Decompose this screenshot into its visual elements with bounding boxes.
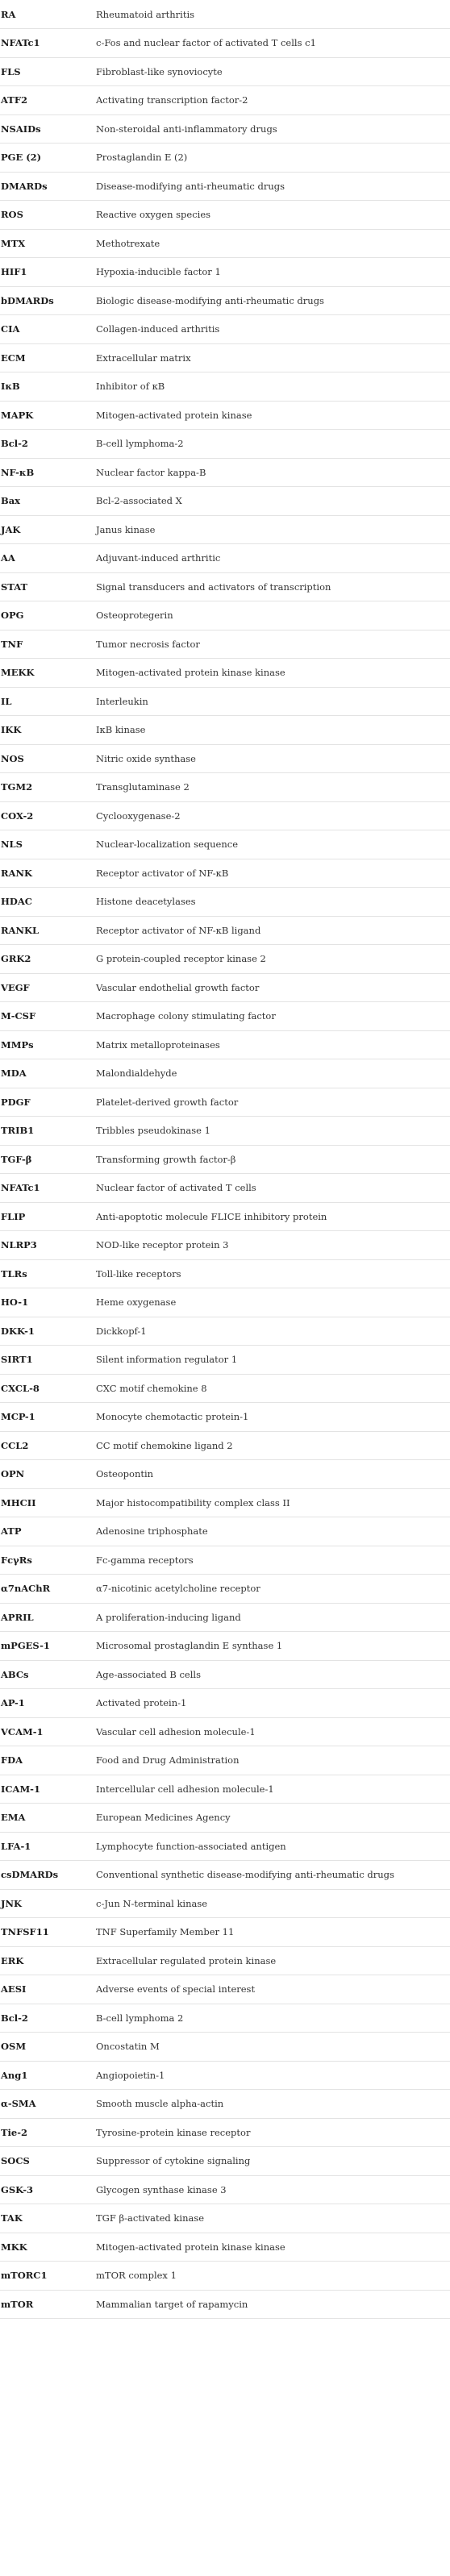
abbreviation-definition: Suppressor of cytokine signaling (95, 2147, 450, 2176)
table-row (0, 2233, 450, 2262)
table-row (0, 258, 450, 287)
abbreviation-definition: Tumor necrosis factor (95, 630, 450, 659)
table-row (0, 716, 450, 745)
abbreviation-term: Ang1 (0, 2061, 95, 2090)
abbreviation-definition: Angiopoietin-1 (95, 2061, 450, 2090)
abbreviation-definition: Disease-modifying anti-rheumatic drugs (95, 172, 450, 201)
abbreviation-definition: Osteopontin (95, 1460, 450, 1489)
abbreviation-term: DKK-1 (0, 1317, 95, 1346)
abbreviation-definition: Extracellular regulated protein kinase (95, 1946, 450, 1975)
abbreviation-term: TNF (0, 630, 95, 659)
table-row (0, 1775, 450, 1804)
abbreviation-term: OPG (0, 601, 95, 630)
abbreviation-definition: Toll-like receptors (95, 1259, 450, 1288)
abbreviation-term: Bax (0, 487, 95, 516)
table-row (0, 1088, 450, 1117)
abbreviation-definition: Adjuvant-induced arthritic (95, 544, 450, 573)
table-row (0, 659, 450, 688)
abbreviation-term: TAK (0, 2204, 95, 2233)
abbreviation-term: TGF-β (0, 1145, 95, 1174)
table-row (0, 114, 450, 144)
abbreviation-term: NOS (0, 744, 95, 773)
abbreviation-term: VCAM-1 (0, 1717, 95, 1746)
table-row (0, 1374, 450, 1403)
abbreviation-term: ECM (0, 343, 95, 372)
abbreviation-definition: Non-steroidal anti-inflammatory drugs (95, 114, 450, 144)
table-row (0, 1202, 450, 1231)
abbreviation-definition: Food and Drug Administration (95, 1746, 450, 1775)
table-row (0, 1117, 450, 1146)
abbreviation-term: OSM (0, 2033, 95, 2062)
table-row (0, 601, 450, 630)
table-row (0, 687, 450, 716)
abbreviation-term: ICAM-1 (0, 1775, 95, 1804)
abbreviation-term: NLRP3 (0, 1231, 95, 1260)
table-row (0, 1030, 450, 1059)
table-row (0, 1804, 450, 1833)
abbreviation-term: IL (0, 687, 95, 716)
abbreviation-definition: Histone deacetylases (95, 888, 450, 917)
abbreviation-term: MKK (0, 2233, 95, 2262)
abbreviation-definition: CC motif chemokine ligand 2 (95, 1431, 450, 1460)
abbreviation-term: JAK (0, 515, 95, 544)
table-row (0, 86, 450, 115)
abbreviation-term: PDGF (0, 1088, 95, 1117)
abbreviation-term: TLRs (0, 1259, 95, 1288)
abbreviation-definition: Platelet-derived growth factor (95, 1088, 450, 1117)
abbreviation-definition: CXC motif chemokine 8 (95, 1374, 450, 1403)
abbreviation-definition: Glycogen synthase kinase 3 (95, 2175, 450, 2204)
table-row (0, 1946, 450, 1975)
abbreviation-definition: Prostaglandin E (2) (95, 144, 450, 173)
abbreviation-term: Bcl-2 (0, 2004, 95, 2033)
abbreviation-term: MEKK (0, 659, 95, 688)
abbreviation-definition: Receptor activator of NF-κB (95, 859, 450, 888)
abbreviation-term: AESI (0, 1975, 95, 2004)
table-row (0, 1632, 450, 1661)
table-row (0, 401, 450, 430)
table-row (0, 859, 450, 888)
abbreviation-term: OPN (0, 1460, 95, 1489)
abbreviation-definition: Biologic disease-modifying anti-rheumatic drugs (95, 286, 450, 315)
abbreviation-definition: Mitogen-activated protein kinase (95, 401, 450, 430)
abbreviation-definition: Fibroblast-like synoviocyte (95, 57, 450, 86)
abbreviation-definition: Mitogen-activated protein kinase kinase (95, 659, 450, 688)
abbreviation-definition: Cyclooxygenase-2 (95, 801, 450, 830)
abbreviation-term: JNK (0, 1889, 95, 1918)
table-row (0, 773, 450, 802)
abbreviation-term: TRIB1 (0, 1117, 95, 1146)
abbreviation-term: AP-1 (0, 1689, 95, 1718)
abbreviation-term: M-CSF (0, 1002, 95, 1031)
abbreviation-term: csDMARDs (0, 1861, 95, 1890)
table-row (0, 1259, 450, 1288)
table-row (0, 1431, 450, 1460)
abbreviation-term: DMARDs (0, 172, 95, 201)
abbreviation-definition: Signal transducers and activators of transcription (95, 572, 450, 601)
abbreviation-definition: Nitric oxide synthase (95, 744, 450, 773)
table-row (0, 372, 450, 402)
abbreviation-definition: Fc-gamma receptors (95, 1546, 450, 1575)
table-row (0, 0, 450, 29)
abbreviation-definition: Tyrosine-protein kinase receptor (95, 2118, 450, 2147)
table-row (0, 1460, 450, 1489)
abbreviation-term: FDA (0, 1746, 95, 1775)
abbreviation-term: TGM2 (0, 773, 95, 802)
table-row (0, 916, 450, 945)
abbreviation-definition: Activated protein-1 (95, 1689, 450, 1718)
table-row (0, 144, 450, 173)
table-row (0, 2175, 450, 2204)
abbreviation-term: MCP-1 (0, 1403, 95, 1432)
table-row (0, 630, 450, 659)
abbreviation-definition: Adenosine triphosphate (95, 1517, 450, 1546)
abbreviation-term: NFATc1 (0, 1174, 95, 1203)
abbreviation-definition: B-cell lymphoma 2 (95, 2004, 450, 2033)
abbreviation-term: EMA (0, 1804, 95, 1833)
abbreviation-term: HDAC (0, 888, 95, 917)
abbreviation-term: VEGF (0, 973, 95, 1002)
abbreviation-term: IκB (0, 372, 95, 402)
table-row (0, 1145, 450, 1174)
abbreviation-term: HO-1 (0, 1288, 95, 1317)
abbreviation-definition: Bcl-2-associated X (95, 487, 450, 516)
table-row (0, 2118, 450, 2147)
abbreviation-definition: Osteoprotegerin (95, 601, 450, 630)
abbreviation-definition: Activating transcription factor-2 (95, 86, 450, 115)
table-row (0, 1488, 450, 1517)
table-row (0, 1575, 450, 1604)
abbreviation-definition: c-Jun N-terminal kinase (95, 1889, 450, 1918)
abbreviation-term: ATP (0, 1517, 95, 1546)
table-row (0, 458, 450, 487)
table-row (0, 487, 450, 516)
table-row (0, 544, 450, 573)
table-row (0, 1288, 450, 1317)
table-row (0, 1346, 450, 1375)
abbreviation-term: LFA-1 (0, 1832, 95, 1861)
abbreviation-definition: Vascular cell adhesion molecule-1 (95, 1717, 450, 1746)
abbreviation-definition: Anti-apoptotic molecule FLICE inhibitory protein (95, 1202, 450, 1231)
abbreviation-term: HIF1 (0, 258, 95, 287)
abbreviation-term: NSAIDs (0, 114, 95, 144)
abbreviation-definition: NOD-like receptor protein 3 (95, 1231, 450, 1260)
abbreviation-definition: Oncostatin M (95, 2033, 450, 2062)
abbreviation-definition: mTOR complex 1 (95, 2262, 450, 2291)
table-row (0, 801, 450, 830)
abbreviation-definition: Adverse events of special interest (95, 1975, 450, 2004)
abbreviation-term: MAPK (0, 401, 95, 430)
abbreviation-definition: Heme oxygenase (95, 1288, 450, 1317)
abbreviation-definition: Conventional synthetic disease-modifying anti-rheumatic drugs (95, 1861, 450, 1890)
abbreviation-definition: Tribbles pseudokinase 1 (95, 1117, 450, 1146)
table-row (0, 229, 450, 258)
table-row (0, 2204, 450, 2233)
abbreviation-term: ERK (0, 1946, 95, 1975)
abbreviation-term: mTOR (0, 2290, 95, 2319)
abbreviation-definition: Nuclear factor of activated T cells (95, 1174, 450, 1203)
abbreviation-definition: A proliferation-inducing ligand (95, 1603, 450, 1632)
table-row (0, 1317, 450, 1346)
table-row (0, 1403, 450, 1432)
table-row (0, 1660, 450, 1689)
abbreviation-definition: Mitogen-activated protein kinase kinase (95, 2233, 450, 2262)
abbreviation-definition: Vascular endothelial growth factor (95, 973, 450, 1002)
table-row (0, 2262, 450, 2291)
abbreviation-term: MDA (0, 1059, 95, 1088)
abbreviation-term: NFATc1 (0, 29, 95, 58)
abbreviation-term: APRIL (0, 1603, 95, 1632)
table-row (0, 1002, 450, 1031)
abbreviation-term: FLIP (0, 1202, 95, 1231)
abbreviation-term: Tie-2 (0, 2118, 95, 2147)
abbreviation-term: COX-2 (0, 801, 95, 830)
table-row (0, 286, 450, 315)
abbreviation-term: RANKL (0, 916, 95, 945)
table-row (0, 1975, 450, 2004)
table-row (0, 1717, 450, 1746)
table-row (0, 430, 450, 459)
abbreviation-term: CCL2 (0, 1431, 95, 1460)
table-row (0, 1546, 450, 1575)
abbreviation-definition: Major histocompatibility complex class II (95, 1488, 450, 1517)
abbreviation-definition: Microsomal prostaglandin E synthase 1 (95, 1632, 450, 1661)
table-row (0, 2061, 450, 2090)
abbreviation-definition: Janus kinase (95, 515, 450, 544)
table-row (0, 515, 450, 544)
abbreviation-definition: Nuclear factor kappa-B (95, 458, 450, 487)
table-row (0, 2004, 450, 2033)
abbreviation-term: MHCII (0, 1488, 95, 1517)
abbreviation-term: NF-κB (0, 458, 95, 487)
abbreviation-definition: Mammalian target of rapamycin (95, 2290, 450, 2319)
abbreviation-term: TNFSF11 (0, 1918, 95, 1947)
abbreviation-definition: Matrix metalloproteinases (95, 1030, 450, 1059)
abbreviation-term: GRK2 (0, 945, 95, 974)
abbreviation-definition: B-cell lymphoma-2 (95, 430, 450, 459)
abbreviation-term: FcγRs (0, 1546, 95, 1575)
table-row (0, 2290, 450, 2319)
table-row (0, 572, 450, 601)
abbreviation-term: GSK-3 (0, 2175, 95, 2204)
abbreviation-term: PGE (2) (0, 144, 95, 173)
abbreviation-definition: Collagen-induced arthritis (95, 315, 450, 344)
abbreviation-term: CIA (0, 315, 95, 344)
abbreviation-term: Bcl-2 (0, 430, 95, 459)
abbreviation-term: NLS (0, 830, 95, 859)
abbreviation-term: ATF2 (0, 86, 95, 115)
abbreviation-term: α7nAChR (0, 1575, 95, 1604)
abbreviation-definition: Macrophage colony stimulating factor (95, 1002, 450, 1031)
abbreviation-term: RA (0, 0, 95, 29)
table-row (0, 744, 450, 773)
abbreviation-term: bDMARDs (0, 286, 95, 315)
abbreviation-definition: Receptor activator of NF-κB ligand (95, 916, 450, 945)
abbreviation-term: STAT (0, 572, 95, 601)
abbreviation-definition: Lymphocyte function-associated antigen (95, 1832, 450, 1861)
table-row (0, 1861, 450, 1890)
abbreviation-term: AA (0, 544, 95, 573)
table-row (0, 1517, 450, 1546)
abbreviation-definition: Rheumatoid arthritis (95, 0, 450, 29)
table-row (0, 830, 450, 859)
abbreviation-definition: Interleukin (95, 687, 450, 716)
abbreviation-term: CXCL-8 (0, 1374, 95, 1403)
abbreviation-term: ABCs (0, 1660, 95, 1689)
abbreviation-definition: G protein-coupled receptor kinase 2 (95, 945, 450, 974)
table-row (0, 2090, 450, 2119)
table-row (0, 1889, 450, 1918)
table-row (0, 1689, 450, 1718)
abbreviation-term: ROS (0, 201, 95, 230)
abbreviation-definition: Transglutaminase 2 (95, 773, 450, 802)
table-row (0, 1832, 450, 1861)
table-row (0, 343, 450, 372)
abbreviation-definition: Dickkopf-1 (95, 1317, 450, 1346)
abbreviation-term: IKK (0, 716, 95, 745)
table-row (0, 57, 450, 86)
abbreviation-definition: IκB kinase (95, 716, 450, 745)
table-row (0, 1746, 450, 1775)
abbreviation-term: mPGES-1 (0, 1632, 95, 1661)
abbreviation-definition: TGF β-activated kinase (95, 2204, 450, 2233)
abbreviation-term: MMPs (0, 1030, 95, 1059)
abbreviation-definition: TNF Superfamily Member 11 (95, 1918, 450, 1947)
abbreviation-definition: Age-associated B cells (95, 1660, 450, 1689)
abbreviation-term: RANK (0, 859, 95, 888)
table-row (0, 1174, 450, 1203)
table-row (0, 2033, 450, 2062)
abbreviation-definition: Silent information regulator 1 (95, 1346, 450, 1375)
table-row (0, 888, 450, 917)
table-row (0, 201, 450, 230)
abbreviation-definition: Inhibitor of κB (95, 372, 450, 402)
table-row (0, 1918, 450, 1947)
table-row (0, 973, 450, 1002)
abbreviation-definition: Reactive oxygen species (95, 201, 450, 230)
abbreviation-term: mTORC1 (0, 2262, 95, 2291)
table-row (0, 2147, 450, 2176)
abbreviation-definition: Extracellular matrix (95, 343, 450, 372)
abbreviation-definition: Methotrexate (95, 229, 450, 258)
table-row (0, 172, 450, 201)
abbreviation-definition: Hypoxia-inducible factor 1 (95, 258, 450, 287)
table-row (0, 1603, 450, 1632)
abbreviation-definition: Intercellular cell adhesion molecule-1 (95, 1775, 450, 1804)
abbreviation-definition: Monocyte chemotactic protein-1 (95, 1403, 450, 1432)
table-row (0, 315, 450, 344)
abbreviation-term: α-SMA (0, 2090, 95, 2119)
table-row (0, 1231, 450, 1260)
table-row (0, 29, 450, 58)
abbreviation-term: MTX (0, 229, 95, 258)
abbreviation-term: SIRT1 (0, 1346, 95, 1375)
abbreviation-definition: European Medicines Agency (95, 1804, 450, 1833)
abbreviation-term: SOCS (0, 2147, 95, 2176)
abbreviation-definition: Transforming growth factor-β (95, 1145, 450, 1174)
abbreviation-definition: Smooth muscle alpha-actin (95, 2090, 450, 2119)
abbreviation-definition: α7-nicotinic acetylcholine receptor (95, 1575, 450, 1604)
table-row (0, 1059, 450, 1088)
abbreviation-definition: Malondialdehyde (95, 1059, 450, 1088)
abbreviation-term: FLS (0, 57, 95, 86)
abbreviation-definition: c-Fos and nuclear factor of activated T cells c1 (95, 29, 450, 58)
abbreviation-definition: Nuclear-localization sequence (95, 830, 450, 859)
table-row (0, 945, 450, 974)
